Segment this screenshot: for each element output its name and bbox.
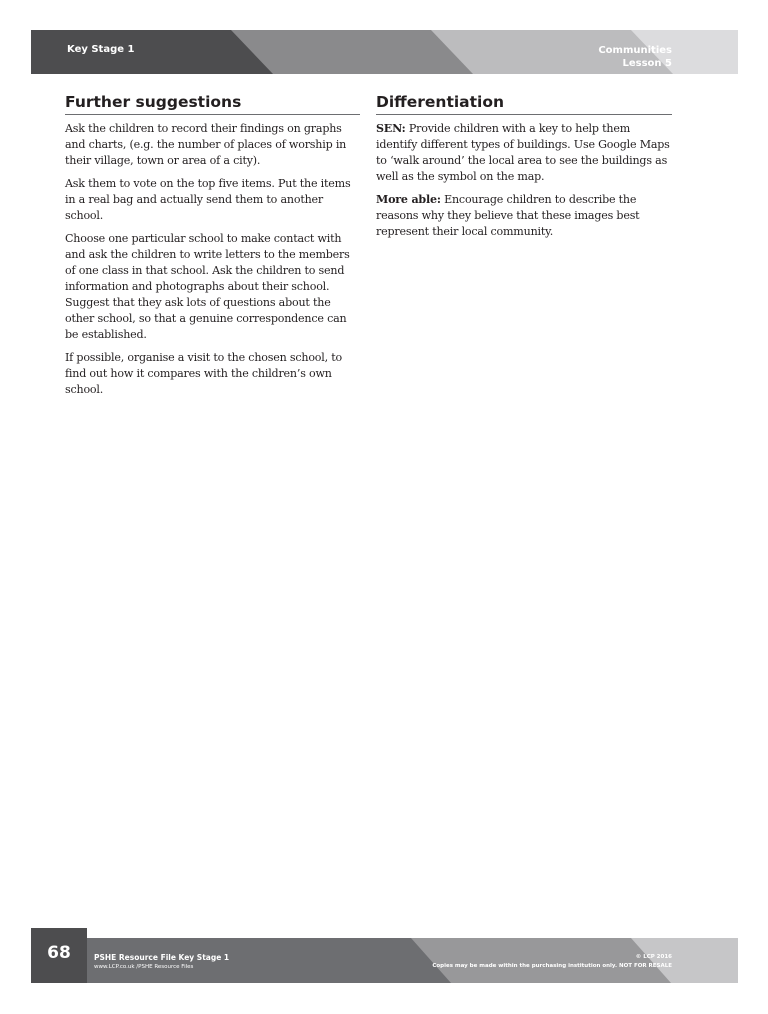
footer-copyright bbox=[432, 953, 672, 971]
footer-strip bbox=[87, 928, 738, 938]
suggestion-paragraph: Choose one particular school to make contact with and ask the children to write letters to the members of one class in that school. Ask the children to send information and photographs about their school. Suggest that they ask lots of questions about the other school, so that a genuine correspondence can be established. bbox=[65, 232, 350, 341]
further-suggestions-section bbox=[65, 93, 360, 398]
differentiation-section bbox=[376, 93, 672, 240]
suggestion-paragraph: If possible, organise a visit to the chosen school, to find out how it compares with the children’s own school. bbox=[65, 351, 343, 396]
sen-text: Provide children with a key to help them identify different types of buildings. Use Google Maps to ‘walk around’ the local area to see the buildings as well as the symbol on the map. bbox=[376, 122, 670, 183]
footer-url: www.LCP.co.uk /PSHE Resource Files bbox=[94, 964, 194, 970]
lesson-label: Lesson 5 bbox=[622, 58, 672, 69]
page-header bbox=[31, 30, 738, 74]
further-suggestions-heading: Further suggestions bbox=[65, 93, 360, 115]
copy-notice: Copies may be made within the purchasing institution only. NOT FOR RESALE bbox=[432, 963, 672, 969]
suggestion-paragraph: Ask them to vote on the top five items. Put the items in a real bag and actually send them to another school. bbox=[65, 177, 351, 222]
page-number-box bbox=[31, 928, 87, 983]
sen-paragraph bbox=[376, 121, 672, 185]
topic-label: Communities bbox=[598, 45, 672, 56]
page-footer bbox=[31, 928, 738, 983]
differentiation-heading: Differentiation bbox=[376, 93, 672, 115]
sen-term: SEN: bbox=[376, 122, 406, 135]
more-able-term: More able: bbox=[376, 193, 441, 206]
copyright-text: © LCP 2016 bbox=[635, 954, 672, 960]
page-number: 68 bbox=[47, 943, 71, 963]
lesson-info bbox=[598, 44, 672, 70]
key-stage-label: Key Stage 1 bbox=[67, 44, 135, 55]
more-able-paragraph bbox=[376, 192, 672, 240]
footer-title: PSHE Resource File Key Stage 1 bbox=[94, 953, 230, 962]
more-able-text: Encourage children to describe the reasons why they believe that these images best represent their local community. bbox=[376, 193, 640, 238]
suggestion-paragraph: Ask the children to record their findings on graphs and charts, (e.g. the number of places of worship in their village, town or area of a city). bbox=[65, 122, 347, 167]
